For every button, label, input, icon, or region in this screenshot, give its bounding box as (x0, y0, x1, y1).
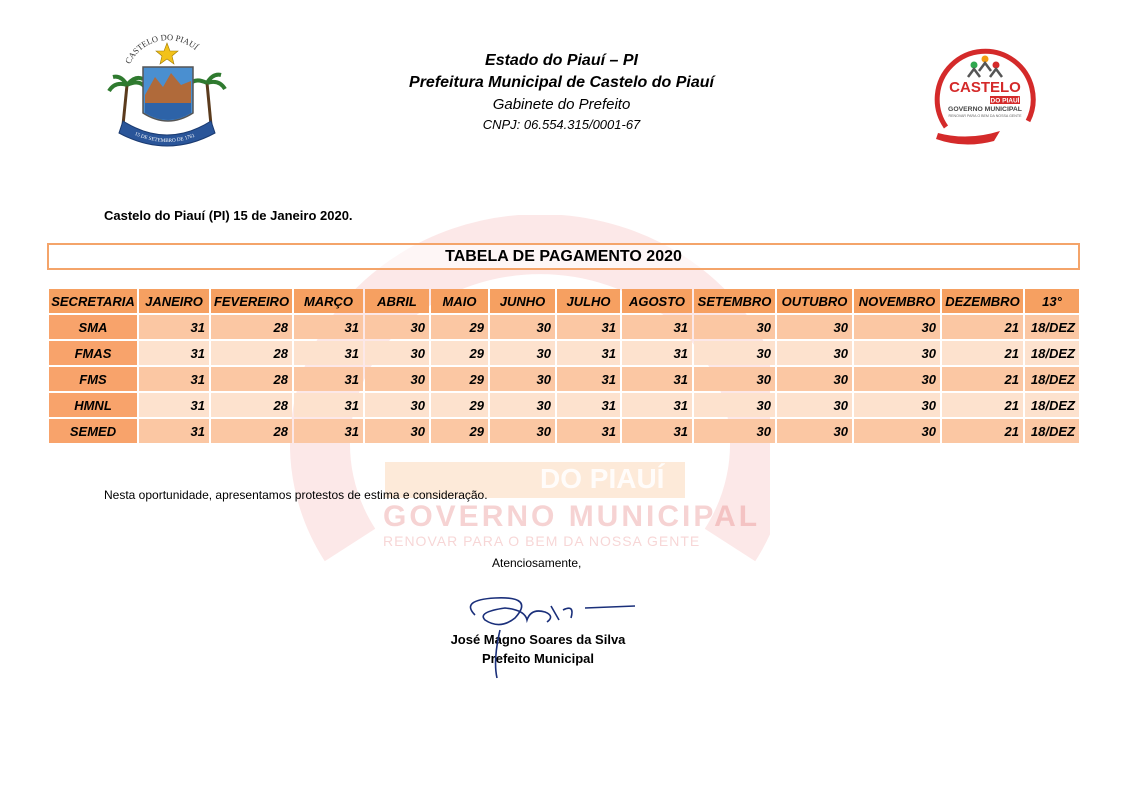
table-row (49, 393, 1079, 417)
table-cell: 30 (694, 393, 775, 417)
table-cell: 30 (854, 367, 940, 391)
table-cell: 30 (777, 393, 852, 417)
secretaria-cell: FMAS (49, 341, 137, 365)
table-cell: 31 (294, 419, 363, 443)
signatory-name: José Magno Soares da Silva (450, 632, 626, 647)
table-cell: 30 (854, 341, 940, 365)
table-cell: 30 (365, 419, 429, 443)
table-cell: 30 (694, 341, 775, 365)
table-cell: 31 (557, 367, 620, 391)
table-cell: 30 (854, 315, 940, 339)
secretaria-cell: HMNL (49, 393, 137, 417)
svg-text:CASTELO DO PIAUÍ: CASTELO DO PIAUÍ (122, 32, 201, 66)
table-cell: 31 (294, 367, 363, 391)
table-cell: 30 (365, 393, 429, 417)
table-cell: 28 (211, 393, 292, 417)
table-row (49, 419, 1079, 443)
table-cell: 31 (622, 419, 692, 443)
table-cell: 30 (365, 341, 429, 365)
column-header: JUNHO (490, 289, 555, 313)
table-cell: 30 (490, 341, 555, 365)
state-title: Estado do Piauí – PI (485, 52, 638, 69)
office-title: Gabinete do Prefeito (492, 96, 631, 113)
payment-table (47, 287, 1081, 445)
table-cell: 18/DEZ (1025, 315, 1079, 339)
column-header: MAIO (431, 289, 488, 313)
table-cell: 31 (294, 341, 363, 365)
table-cell: 18/DEZ (1025, 367, 1079, 391)
column-header: SECRETARIA (49, 289, 137, 313)
table-cell: 28 (211, 341, 292, 365)
watermark-text: DO PIAUÍ (540, 463, 665, 494)
column-header: FEVEREIRO (211, 289, 292, 313)
closing-text: Nesta oportunidade, apresentamos protestos de estima e consideração. (104, 488, 488, 502)
table-cell: 31 (557, 341, 620, 365)
table-cell: 21 (942, 315, 1023, 339)
table-cell: 30 (490, 419, 555, 443)
table-cell: 18/DEZ (1025, 341, 1079, 365)
svg-text:CASTELO: CASTELO (949, 79, 1021, 96)
table-cell: 30 (777, 367, 852, 391)
table-cell: 30 (854, 419, 940, 443)
cnpj: CNPJ: 06.554.315/0001-67 (482, 117, 641, 132)
table-cell: 29 (431, 393, 488, 417)
table-cell: 30 (365, 367, 429, 391)
table-cell: 31 (622, 341, 692, 365)
regards-text: Atenciosamente, (492, 556, 582, 570)
table-cell: 30 (777, 315, 852, 339)
table-cell: 21 (942, 393, 1023, 417)
svg-text:DO PIAUÍ: DO PIAUÍ (990, 97, 1020, 105)
table-cell: 21 (942, 367, 1023, 391)
table-cell: 31 (294, 393, 363, 417)
table-cell: 29 (431, 341, 488, 365)
column-header: JANEIRO (139, 289, 209, 313)
column-header: 13° (1025, 289, 1079, 313)
handwritten-signature (455, 590, 655, 680)
svg-text:GOVERNO MUNICIPAL: GOVERNO MUNICIPAL (948, 106, 1022, 113)
table-cell: 29 (431, 367, 488, 391)
letterhead (0, 50, 1123, 134)
table-cell: 30 (694, 315, 775, 339)
table-row (49, 341, 1079, 365)
table-cell: 31 (139, 315, 209, 339)
column-header: SETEMBRO (694, 289, 775, 313)
table-cell: 28 (211, 419, 292, 443)
table-cell: 31 (139, 341, 209, 365)
table-cell: 30 (694, 367, 775, 391)
table-cell: 30 (490, 393, 555, 417)
table-cell: 31 (622, 315, 692, 339)
column-header: DEZEMBRO (942, 289, 1023, 313)
column-header: OUTUBRO (777, 289, 852, 313)
table-cell: 30 (854, 393, 940, 417)
table-cell: 21 (942, 341, 1023, 365)
table-cell: 31 (139, 367, 209, 391)
table-cell: 30 (490, 367, 555, 391)
table-cell: 18/DEZ (1025, 393, 1079, 417)
table-cell: 31 (622, 367, 692, 391)
secretaria-cell: SEMED (49, 419, 137, 443)
table-cell: 31 (557, 393, 620, 417)
column-header: ABRIL (365, 289, 429, 313)
svg-text:15 DE SETEMBRO DE 1761: 15 DE SETEMBRO DE 1761 (133, 131, 196, 145)
table-cell: 31 (622, 393, 692, 417)
table-cell: 30 (490, 315, 555, 339)
table-cell: 29 (431, 419, 488, 443)
watermark-text: RENOVAR PARA O BEM DA NOSSA GENTE (383, 533, 701, 549)
watermark-text: GOVERNO MUNICIPAL (383, 500, 761, 533)
date-line: Castelo do Piauí (PI) 15 de Janeiro 2020. (104, 208, 353, 223)
table-cell: 31 (139, 419, 209, 443)
table-cell: 21 (942, 419, 1023, 443)
table-cell: 31 (139, 393, 209, 417)
table-cell: 31 (557, 419, 620, 443)
table-cell: 31 (294, 315, 363, 339)
table-cell: 29 (431, 315, 488, 339)
column-header: JULHO (557, 289, 620, 313)
table-row (49, 315, 1079, 339)
svg-text:RENOVAR PARA O BEM DA NOSSA GE: RENOVAR PARA O BEM DA NOSSA GENTE (948, 114, 1022, 118)
table-cell: 30 (777, 419, 852, 443)
table-cell: 28 (211, 367, 292, 391)
column-header: MARÇO (294, 289, 363, 313)
table-row (49, 367, 1079, 391)
table-cell: 31 (557, 315, 620, 339)
table-header-row (49, 289, 1079, 313)
table-title: TABELA DE PAGAMENTO 2020 (47, 243, 1080, 270)
secretaria-cell: FMS (49, 367, 137, 391)
column-header: AGOSTO (622, 289, 692, 313)
signatory-role: Prefeito Municipal (482, 651, 594, 666)
table-cell: 28 (211, 315, 292, 339)
table-cell: 30 (777, 341, 852, 365)
table-cell: 30 (365, 315, 429, 339)
secretaria-cell: SMA (49, 315, 137, 339)
prefecture-title: Prefeitura Municipal de Castelo do Piauí (409, 74, 714, 91)
table-cell: 30 (694, 419, 775, 443)
column-header: NOVEMBRO (854, 289, 940, 313)
table-cell: 18/DEZ (1025, 419, 1079, 443)
